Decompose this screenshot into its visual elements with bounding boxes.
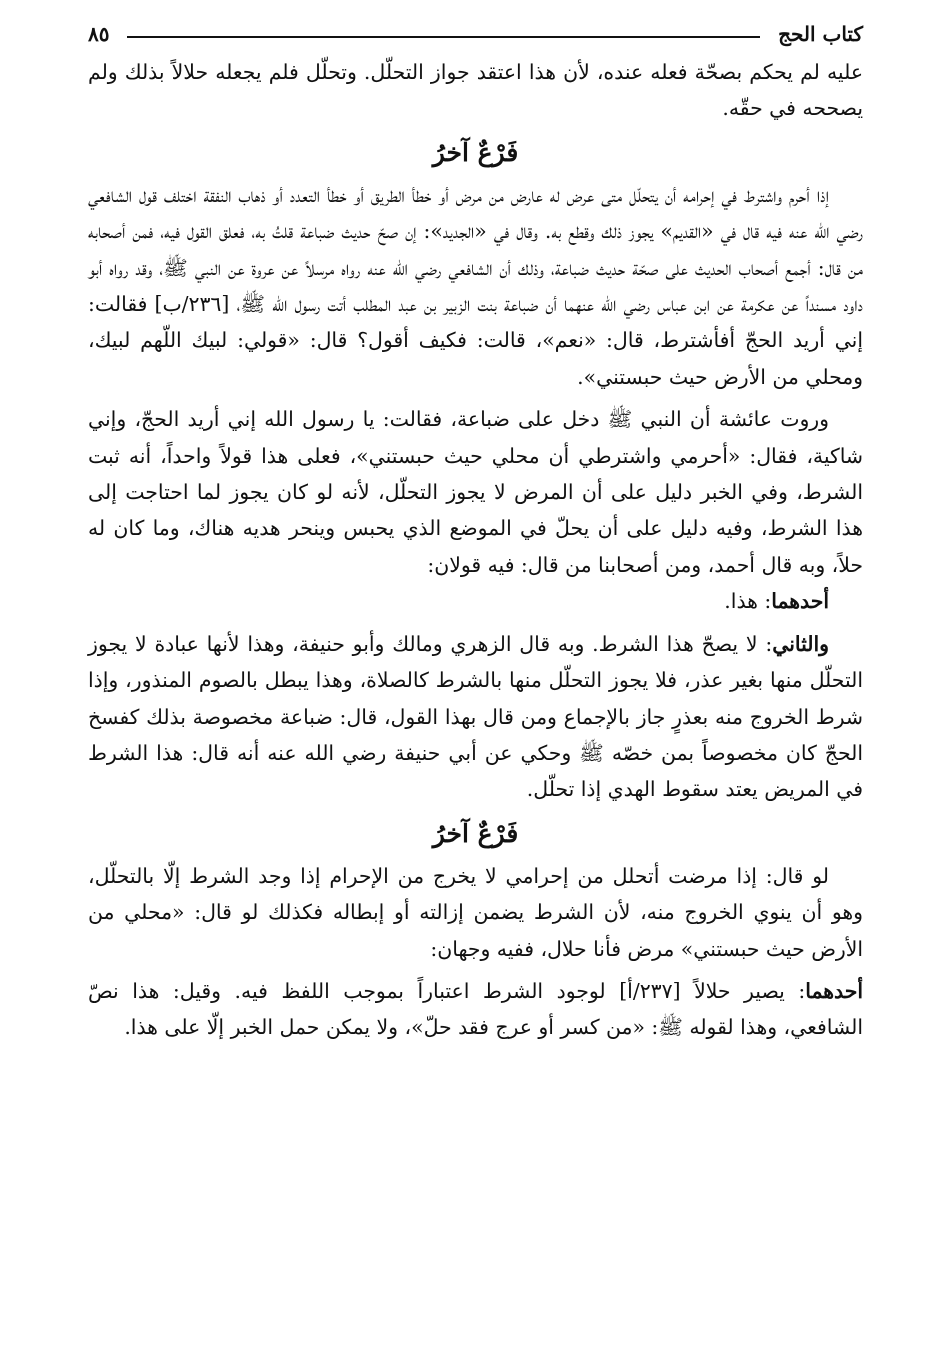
first-view-label: أحدهما (805, 978, 863, 1003)
header-rule (127, 36, 760, 38)
paragraph-second-opinion (88, 626, 863, 808)
second-opinion-text: : لا يصحّ هذا الشرط. وبه قال الزهري ومالك وأبو حنيفة، وهذا لأنها عبادة لا يجوز التحلّل منها بغير عذر، فلا يجوز التحلّل منها بالشرط كالصلاة، وهذا يبطل بالصوم المنذور، وإذا شرط الخروج منه بعذرٍ جاز بالإجماع ومن قال بهذا القول، قال: ضباعة مخصوصة بذلك كفسخ الحجّ كان مخصوصاً بمن خصّه ﷺ وحكي عن أبي حنيفة رضي الله عنه أنه قال: هذا الشرط في المريض يعتد سقوط الهدي إذا تحلّل. (88, 631, 863, 802)
paragraph-aisha-narration: وروت عائشة أن النبي ﷺ دخل على ضباعة، فقالت: يا رسول الله إني أريد الحجّ، وإني شاكية، فقال: «أحرمي واشترطي أن محلي حيث حبستني»، فعلى هذا قولاً واحداً، أنه ثبت الشرط، وفي الخبر دليل على أن المرض لا يجوز التحلّل، لأنه لو كان يجوز لما احتاجت إلى هذا الشرط، وفيه دليل على أن يحلّ في الموضع الذي يحبس وينحر هديه هناك، وما كان له حلاً، وبه قال أحمد، ومن أصحابنا من قال: فيه قولان: (88, 407, 863, 577)
paragraph-condition-in-ihram: إذا أحرم واشترط في إحرامه أن يتحلّل متى عرض له عارض من مرض أو خطأ الطريق أو خطأ التعدد أو ذهاب النفقة اختلف قول الشافعي رضي الله عنه فيه قال في «القديم» يجوز ذلك وقطع به. وقال في «الجديد»: إن صحّ حديث ضباعة قلتُ به، فعلق القول فيه، فمن أصحابه من قال: أجمع أصحاب الحديث على صحّة حديث ضباعة، وذلك أن الشافعي رضي الله عنه رواه مرسلاً عن عروة عن النبي ﷺ، وقد رواه أبو داود مسنداً عن عكرمة عن ابن عباس رضي الله عنهما أن ضباعة بنت الزبير بن عبد المطلب أتت رسول الله ﷺ، [٢٣٦/ب] فقالت: إني أريد الحجّ أفأشترط، قال: «نعم»، قالت: فكيف أقول؟ قال: «قولي: لبيك اللّهم لبيك، ومحلي من الأرض حيث حبستني». (88, 182, 863, 389)
section-heading-1: فَرْعٌ آخرُ (432, 137, 519, 167)
paragraph-first-view (88, 973, 863, 1046)
first-opinion-text: : هذا. (724, 589, 772, 614)
second-opinion-label: والثاني (772, 631, 829, 656)
running-header (88, 14, 863, 54)
section-heading-2: فَرْعٌ آخرُ (432, 818, 519, 848)
book-title: كتاب الحج (778, 22, 863, 46)
paragraph-continuation: عليه لم يحكم بصحّة فعله عنده، لأن هذا اعتقد جواز التحلّل. وتحلّل فلم يجعله حلالاً بذلك ولم يصححه في حقّه. (88, 60, 863, 121)
paragraph-illness-condition: لو قال: إذا مرضت أتحلل من إحرامي لا يخرج من الإحرام إذا وجد الشرط إلّا بالتحلّل، وهو أن ينوي الخروج منه، لأن الشرط يضمن إزالته أو إبطاله فكذلك لو قال: «محلي من الأرض حيث حبستني» مرض فأنا حلال، ففيه وجهان: (88, 863, 863, 961)
first-view-text: : يصير حلالاً [٢٣٧/أ] لوجود الشرط اعتباراً بموجب اللفظ فيه. وقيل: هذا نصّ الشافعي، وهذا لقوله ﷺ: «من كسر أو عرج فقد حلّ»، ولا يمكن حمل الخبر إلّا على هذا. (88, 978, 863, 1040)
page-number: ٨٥ (88, 22, 110, 46)
paragraph-first-opinion (88, 583, 863, 619)
first-opinion-label: أحدهما (771, 589, 829, 614)
page-body (88, 54, 863, 1046)
